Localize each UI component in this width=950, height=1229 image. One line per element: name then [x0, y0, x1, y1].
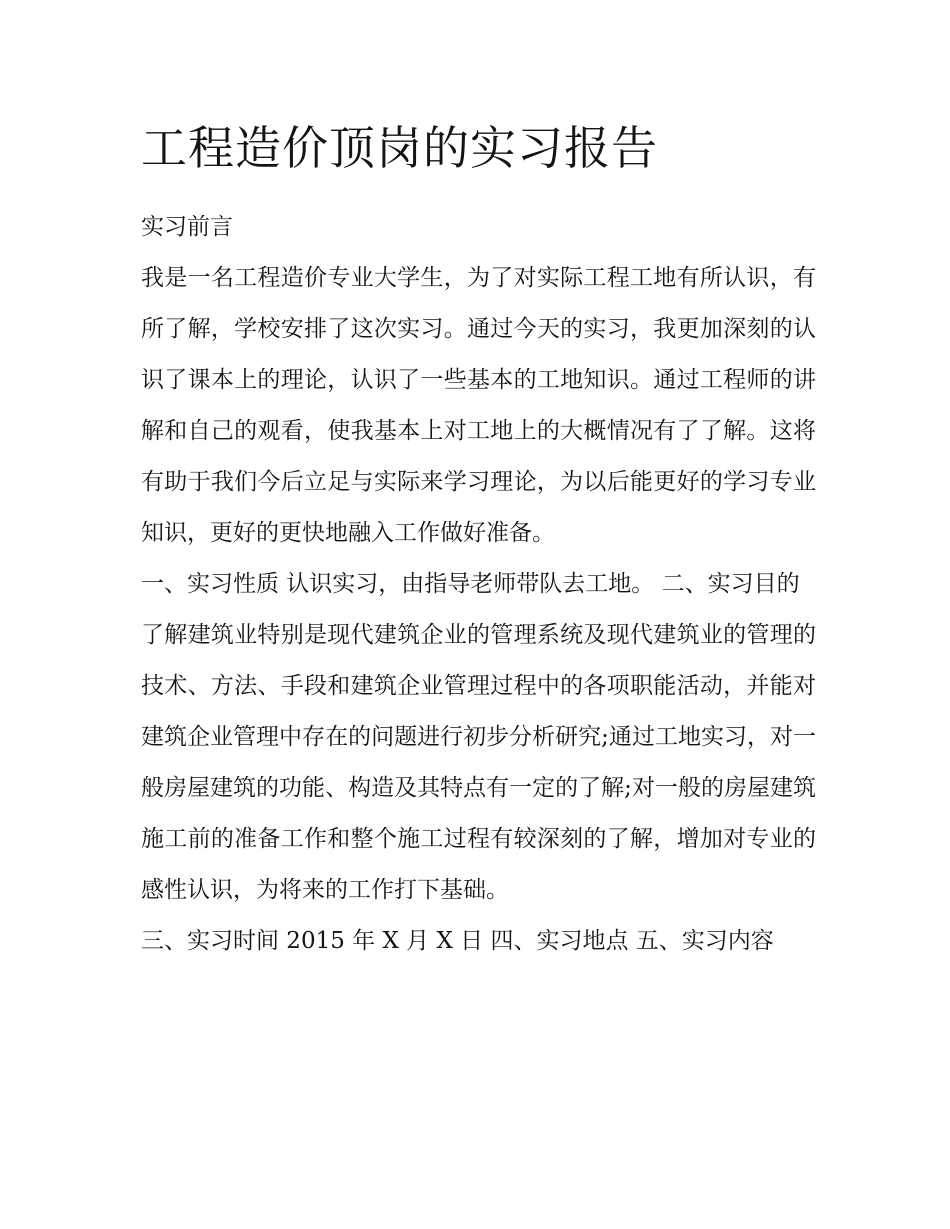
paragraph-time-location-content: 三、实习时间 2015 年 X 月 X 日 四、实习地点 五、实习内容	[141, 928, 774, 954]
paragraph-purpose-detail: 了解建筑业特别是现代建筑企业的管理系统及现代建筑业的管理的技术、方法、手段和建筑企业管理过程中的各项职能活动，并能对建筑企业管理中存在的问题进行初步分析研究;通过工地实习，对一般房屋建筑的功能、构造及其特点有一定的了解;对一般的房屋建筑施工前的准备工作和整个施工过程有较深刻的了解，增加对专业的感性认识，为将来的工作打下基础。	[141, 622, 816, 903]
document-body	[141, 118, 816, 967]
paragraph-nature-purpose: 一、实习性质 认识实习，由指导老师带队去工地。 二、实习目的	[141, 571, 800, 597]
section-heading-preface: 实习前言	[141, 214, 233, 240]
paragraph-intro: 我是一名工程造价专业大学生，为了对实际工程工地有所认识，有所了解，学校安排了这次实习。通过今天的实习，我更加深刻的认识了课本上的理论，认识了一些基本的工地知识。通过工程师的讲解和自己的观看，使我基本上对工地上的大概情况有了了解。这将有助于我们今后立足与实际来学习理论，为以后能更好的学习专业知识，更好的更快地融入工作做好准备。	[141, 265, 816, 546]
document-title: 工程造价顶岗的实习报告	[141, 121, 658, 175]
